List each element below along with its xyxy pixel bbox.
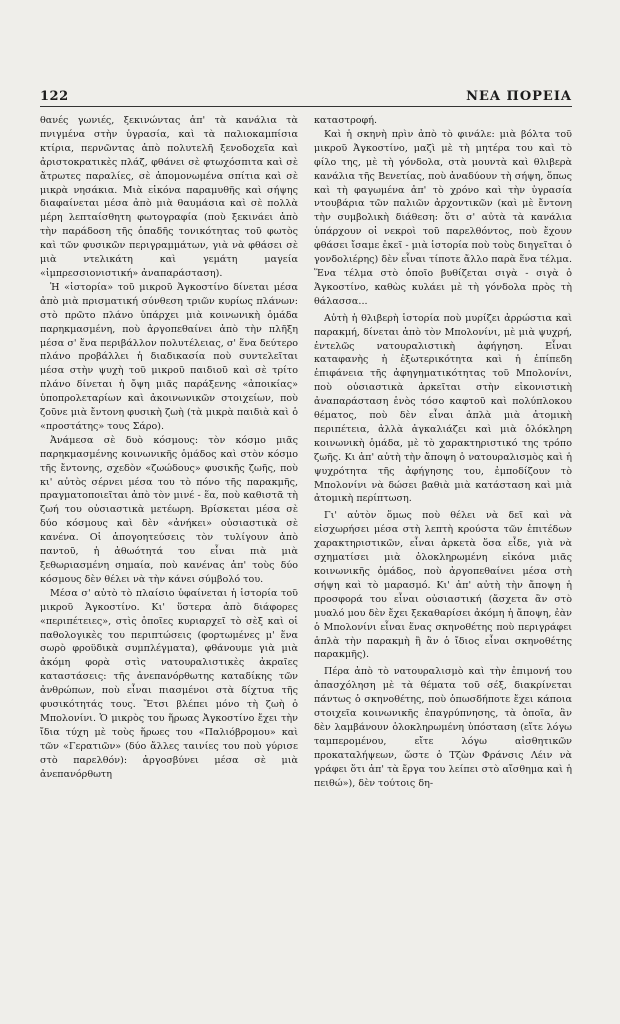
paragraph: Μέσα σ' αὐτὸ τὸ πλαίσιο ὑφαίνεται ἡ ἱστορία τοῦ μικροῦ Ἀγκοστίνο. Κι' ὕστερα ἀπὸ διάφορες «περιπέτειες», στὶς ὁποῖες κυριαρχεῖ τὸ σὲξ καὶ οἱ παθολογικὲς του περιπτώσεις (φορτωμένες μ' ἕνα σωρὸ φροϋδικὰ συμπλέγματα), φθάνουμε γιὰ μιὰ ἀκόμη φορὰ στὶς νατουραλιστικὲς ἀκραῖες καταστάσεις: τῆς ἀνεπανόρθωτης καταδίκης τῶν ἀνθρώπων, ποὺ εἶναι πιασμένοι στὰ δίχτυα τῆς φυσικότητάς τους. Ἔτσι βλέπει μόνο τὴ ζωὴ ὁ Μπολονίνι. Ὁ μικρὸς του ἥρωας Ἀγκοστίνο ἔχει τὴν ἴδια τύχη μὲ τοὺς ἥρωες του «Παλιόβρομου» καὶ τῶν «Γερατιῶν» (δύο ἄλλες ταινίες του ποὺ γύρισε στὸ παρελθόν): ἀργοσβύνει μέσα σὲ μιὰ ἀνεπανόρθωτη xyxy=(40,587,298,780)
paragraph: Καὶ ἡ σκηνὴ πρὶν ἀπὸ τὸ φινάλε: μιὰ βόλτα τοῦ μικροῦ Ἀγκοστίνο, μαζὶ μὲ τὴ μητέρα του καὶ τὸ φίλο της, μὲ τὴ γόνδολα, στὰ μουντὰ καὶ θλιβερὰ κανάλια τῆς Βενετίας, ποὺ ἀναδύουν τὴ σήψη, ὅπως καὶ τὴ φαγωμένα ἀπ' τὸ χρόνο καὶ τὴν ὑγρασία ντουβάρια τῶν παλιῶν ἀρχοντικῶν (καὶ μὲ ἔντονη τὴν συμβολικὴ διάθεση: ὅτι σ' αὐτὰ τὰ κανάλια ὑπάρχουν οἱ νεκροὶ τοῦ παρελθόντος, ποὺ ἔχουν φθάσει ἴσαμε ἐκεῖ - μιὰ ἱστορία ποὺ τοὺς διηγεῖται ὁ γονδολιέρης) δὲν εἶναι τίποτε ἄλλο παρὰ ἕνα τέλμα. Ἕνα τέλμα στὸ ὁποῖο βυθίζεται σιγὰ - σιγὰ ὁ Ἀγκοστίνο, καθὼς κυλάει μὲ τὴ γόνδολα πρὸς τὴ θάλασσα... xyxy=(314,128,572,307)
right-column xyxy=(314,114,572,1016)
paragraph: Γι' αὐτὸν ὅμως ποὺ θέλει νὰ δεῖ καὶ νὰ εἰσχωρήσει μέσα στὴ λεπτὴ κρούστα τῶν ἐπιτέδων χαρακτηριστικῶν, εἶναι ἀρκετὰ ὅσα εἶδε, γιὰ νὰ σχηματίσει μιὰ ὁλοκληρωμένη εἰκόνα μιᾶς κοινωνικῆς ὁμάδος, ποὺ ἀργοπεθαίνει μέσα στὴ σήψη καὶ τὸ μαρασμό. Κι' ἀπ' αὐτὴ τὴν ἄποψη ἡ προσφορά του εἶναι οὐσιαστική (ἄσχετα ἂν στὸ μυαλό μου δὲν ἔχει ξεκαθαρίσει ἀκόμη ἡ ἄποψη, ἐὰν ὁ Μπολονίνι εἶναι ἕνας σκηνοθέτης ποὺ περιγράφει ἁπλὰ τὴν παρακμὴ ἢ ἂν ὁ ἴδιος εἶναι σκηνοθέτης παρακμῆς). xyxy=(314,510,572,661)
paragraph: Ἀνάμεσα σὲ δυὸ κόσμους: τὸν κόσμο μιᾶς παρηκμασμένης κοινωνικῆς ὁμάδος καὶ στὸν κόσμο τῆς ἔντονης, σχεδὸν «ζωώδους» φυσικῆς ζωῆς, ποὺ κι' αὐτὸς σέρνει μέσα του τὸ πόνο τῆς παρακμῆς, πραγματοποιεῖται ἀπὸ τὸν μινέ - ἕα, ποὺ καθιστᾶ τὴ ζωή του οὐσιαστικὰ μετέωρη. Βρίσκεται μέσα σὲ δύο κόσμους καὶ δὲν «ἀνήκει» οὐσιαστικὰ σὲ κανένα. Οἱ ἀπογοητεύσεις τὸν τυλίγουν ἀπὸ παντοῦ, ἡ ἀθωότητά του εἶναι πιὰ μιὰ ξεθωριασμένη σημαία, ποὺ κανένας ἀπ' τοὺς δύο κόσμους δὲν θέλει νὰ τὴν κάνει σύμβολό του. xyxy=(40,434,298,585)
text-columns xyxy=(40,114,572,1016)
paragraph: καταστροφή. xyxy=(314,115,378,126)
paragraph: Αὐτὴ ἡ θλιβερὴ ἱστορία ποὺ μυρίζει ἀρρώστια καὶ παρακμή, δίνεται ἀπὸ τὸν Μπολονίνι, μὲ μιὰ ψυχρή, ἐντελῶς νατουραλιστικὴ ἀφήγηση. Εἶναι καταφανὴς ἡ ἐξωτερικότητα καὶ ἡ ἐπίπεδη ἐπιφάνεια τῆς ἀφηγηματικότητας τοῦ Μπολονίνι, ποὺ οὐσιαστικὰ ἀρκεῖται στὴν εἰκονιστικὴ ἀναπαράσταση ἑνὸς τόσο καφτοῦ καὶ πολύπλοκου θέματος, ποὺ δὲν εἶναι ἁπλὰ μιὰ ἀτομικὴ περιπέτεια, ἀλλὰ ἀγκαλιάζει καὶ μιὰ ὁλόκληρη κοινωνικὴ ὁμάδα, μὲ τὸ χαρακτηριστικό της τρόπο ζωῆς. Κι ἀπ' αὐτὴ τὴν ἄποψη ὁ νατουραλισμὸς καὶ ἡ ψυχρότητα τῆς ἀφήγησης του, ἐμποδίζουν τὸ Μπολονίνι νὰ δώσει βαθιὰ μιὰ κατάσταση καὶ μιὰ ἀτομικὴ περίπτωση. xyxy=(314,312,572,505)
paragraph: Πέρα ἀπὸ τὸ νατουραλισμὸ καὶ τὴν ἐπιμονή του ἀπασχόληση μὲ τὰ θέματα τοῦ σέξ, διακρίνεται πάντως ὁ σκηνοθέτης, ποὺ ὁπωσδήποτε ἔχει κάποια στοιχεῖα κοινωνικῆς ἐπαγρύπνησης, τὰ ὁποῖα, ἂν δὲν λαμβάνουν ὁλοκληρωμένη ὑπόσταση (εἴτε λόγω ταμπερομένου, εἴτε λόγω αἰσθητικῶν προκαταλήψεων, ὥστε ὁ Τζὼν Φράνσις Λέιν νὰ γράφει ὅτι ἀπ' τὰ ἔργα του λείπει στὸ αἴσθημα καὶ ἡ πειθώ»), δὲν τούτοις δη- xyxy=(314,666,572,789)
page-number: 122 xyxy=(40,89,69,104)
left-column xyxy=(40,114,298,1016)
page-header xyxy=(40,84,572,107)
paragraph: Ἡ «ἱστορία» τοῦ μικροῦ Ἀγκοστίνο δίνεται μέσα ἀπὸ μιὰ πρισματική σύνθεση τριῶν κυρίως πλάνων: στὸ πρῶτο πλάνο ὑπάρχει μιὰ κοινωνικὴ ὁμάδα παρηκμασμένη, ποὺ ἀργοπεθαίνει ἀπὸ τὴν πλῆξη μέσα σ' ἕνα περιβάλλον πολυτέλειας, σ' ἕνα δεύτερο πλάνο προβάλλει ἡ διαδικασία ποὺ συντελεῖται μέσα στὴν ψυχὴ τοῦ μικροῦ παιδιοῦ καὶ σὲ τρίτο πλάνο δίνεται ἡ ὄψη μιᾶς παράξενης «ἀποικίας» ὑποπρολεταρίων καὶ ἀκοινωνικῶν στοιχείων, ποὺ ζοῦνε μιὰ ἔντονη φυσικὴ ζωὴ (τὰ μικρὰ παιδιὰ καὶ ὁ «προστάτης» τους Σάρο). xyxy=(40,281,298,432)
paragraph: θανές γωνιές, ξεκινώντας ἀπ' τὰ κανάλια τὰ πνιγμένα στὴν ὑγρασία, καὶ τὰ παλιοκαμπίσια κτίρια, περνῶντας ἀπὸ πολυτελῆ ξενοδοχεῖα καὶ ἀριστοκρατικὲς πλάζ, φθάνει σὲ φτωχόσπιτα καὶ σὲ ἄτρωτες παραλίες, σὲ ἀπομονωμένα σπίτια καὶ σὲ μικρὰ νησάκια. Μιὰ εἰκόνα παραμυθῆς καὶ σήψης διαφαίνεται μέσα ἀπὸ μιὰ θαυμάσια καὶ σὲ πολλὰ μέρη λεπταίσθητη φωτογραφία (ποὺ ξεκινάει ἀπὸ τὴν παράδοση τῆς ὁπαδῆς τονικότητας τοῦ φωτὸς καὶ τῶν φυσικῶν περιγραμμάτων, γιὰ νὰ φθάσει σὲ μιὰ ντελικάτη καὶ γεμάτη μαγεία «ἰμπρεσσιονιστική» ἀναπαράσταση). xyxy=(40,115,298,279)
running-title: ΝΕΑ ΠΟΡΕΙΑ xyxy=(466,89,572,104)
